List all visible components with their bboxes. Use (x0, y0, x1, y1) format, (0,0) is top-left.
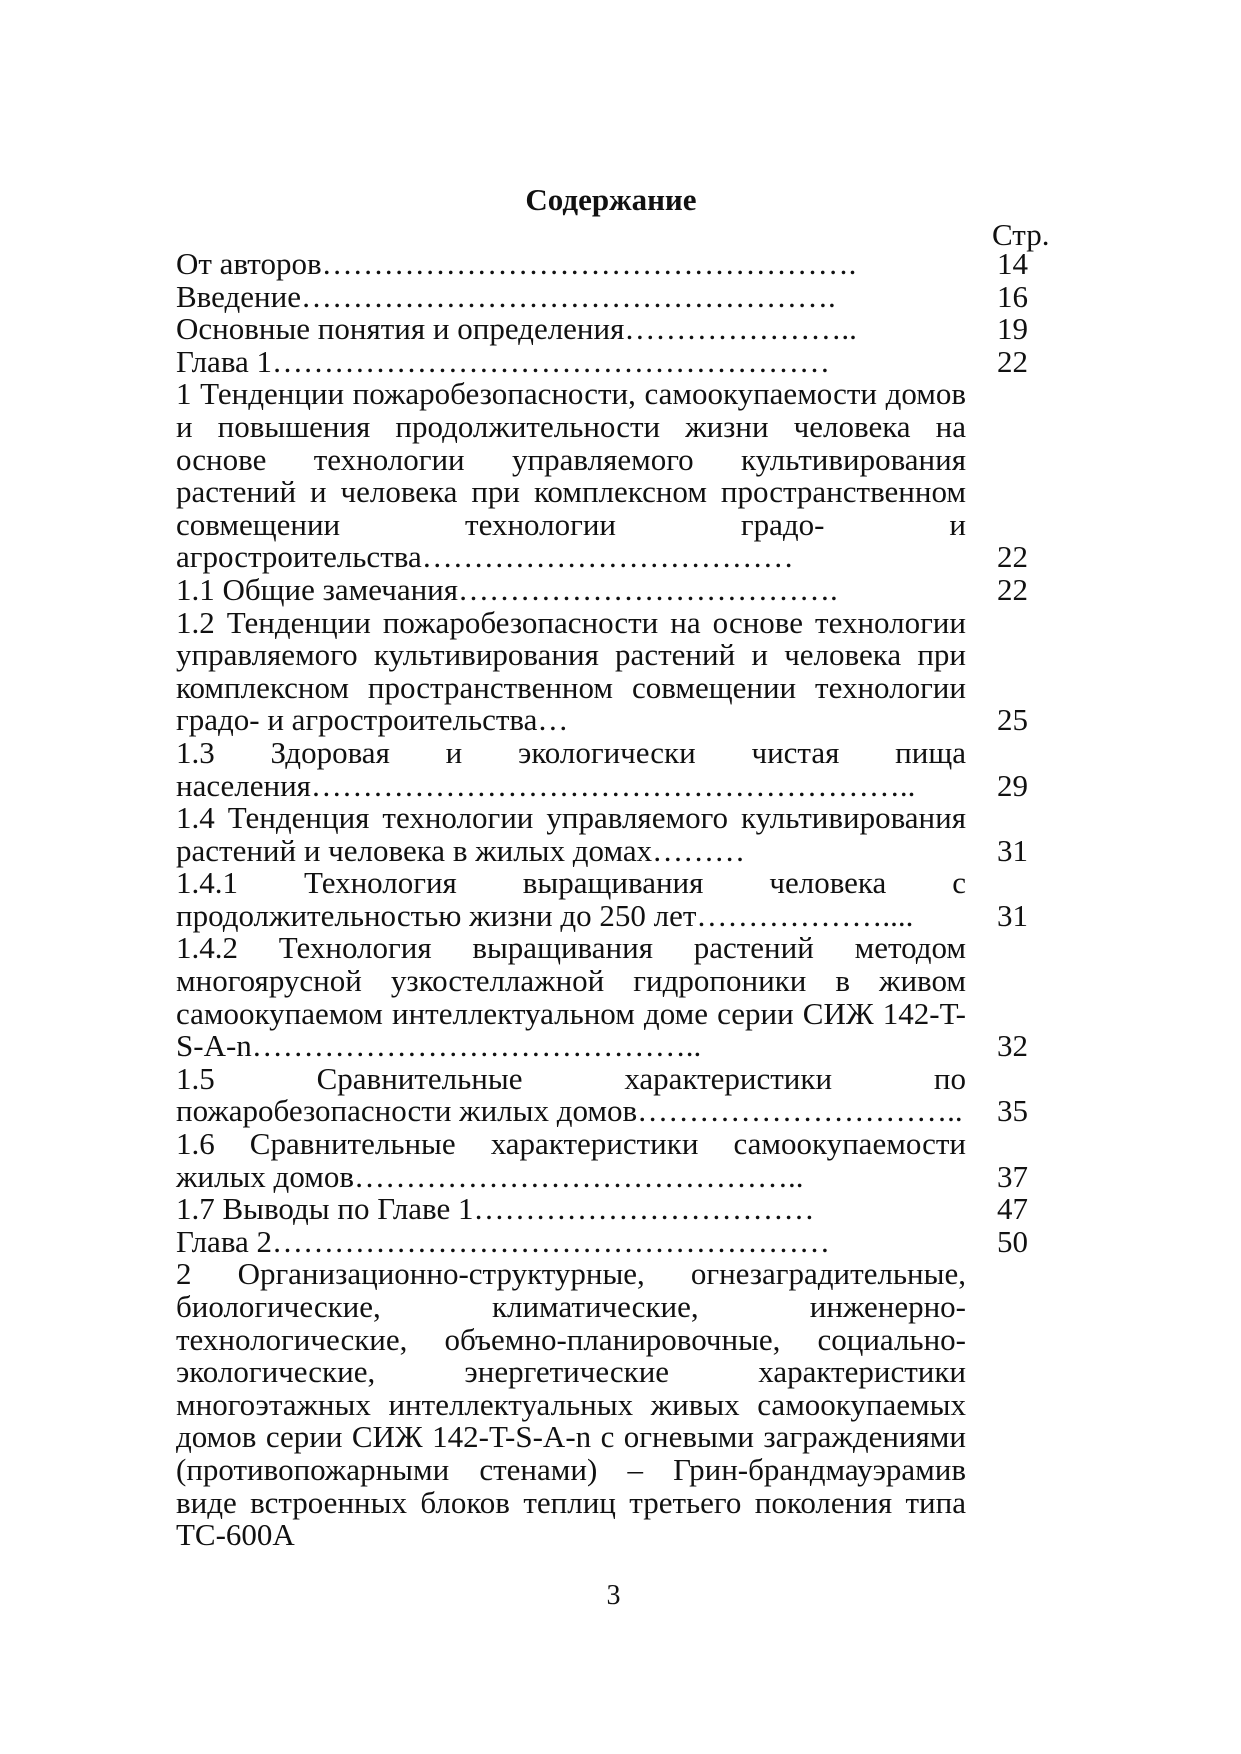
toc-entry-page: 19 (997, 311, 1028, 347)
toc-entry (176, 1258, 1046, 1551)
toc-entry-title: 1.3 Здоровая и экологически чистая пища населения………………………………………………….. (176, 734, 966, 803)
toc-entry-title: 1.2 Тенденции пожаробезопасности на основе технологии управляемого культивирования растений и человека при комплексном пространственном совмещении технологии градо- и агростроительства… (176, 604, 966, 738)
toc-entry (176, 313, 1046, 346)
toc-entry (176, 734, 1046, 803)
page-number: 3 (606, 1580, 621, 1611)
toc-entry (176, 378, 1046, 574)
toc-entry-title: 1.7 Выводы по Главе 1…………………………… (176, 1191, 815, 1227)
toc-entry (176, 932, 1046, 1062)
toc-entry-page: 37 (997, 1158, 1028, 1194)
page-column-label: Стр. (992, 217, 1050, 252)
toc-entry-title: 1.6 Сравнительные характеристики самоокупаемости жилых домов…………………………………….. (176, 1126, 966, 1194)
toc-entry-page: 32 (997, 1028, 1028, 1064)
toc-entry-title: 1 Тенденции пожаробезопасности, самоокупаемости домов и повышения продолжительности жизни человека на основе технологии управляемого культивирования растений и человека при комплексном пространственном совмещении технологии градо- и агростроительства……………………………… (176, 376, 966, 575)
toc-entry-page: 25 (997, 702, 1028, 738)
toc-entry-title: 1.1 Общие замечания………………………………. (176, 571, 838, 607)
toc-entry (176, 278, 1046, 314)
toc-entry-title: Глава 1……………………………………………… (176, 343, 831, 379)
toc-entry-title: Введение……………………………………………. (176, 278, 836, 314)
table-of-contents (176, 248, 1046, 1552)
toc-entry-title: 1.4 Тенденция технологии управляемого культивирования растений и человека в жилых домах……… (176, 800, 966, 868)
toc-entry (176, 571, 1046, 607)
toc-entry-page: 16 (997, 278, 1028, 314)
toc-entry (176, 1060, 1046, 1129)
toc-entry-title: От авторов……………………………………………. (176, 246, 857, 281)
toc-entry (176, 802, 1046, 867)
toc-entry-page: 50 (997, 1223, 1028, 1259)
toc-entry-page: 22 (997, 539, 1028, 575)
toc-entry-title: Основные понятия и определения………………….. (176, 311, 857, 347)
toc-entry (176, 1223, 1046, 1259)
toc-entry (176, 343, 1046, 379)
toc-entry-title: Глава 2……………………………………………… (176, 1223, 831, 1259)
toc-entry-page: 14 (997, 246, 1028, 281)
toc-entry-title: 1.4.2 Технология выращивания растений методом многоярусной узкостеллажной гидропоники в живом самоокупаемом интеллектуальном доме серии СИЖ 142-T-S-A-n…………………………………….. (176, 930, 966, 1064)
toc-entry (176, 248, 1046, 281)
toc-entry-page: 29 (997, 767, 1028, 803)
toc-entry-title: 2 Организационно-структурные, огнезаградительные, биологические, климатические, инженерно-технологические, объемно-планировочные, социально-экологические, энергетические характеристики многоэтажных интеллектуальных живых самоокупаемых домов серии СИЖ 142-T-S-A-n с огневыми заграждениями (противопожарными стенами) – Грин-брандмауэрамив виде встроенных блоков теплиц третьего поколения типа ТС-600А (176, 1256, 966, 1553)
toc-entry-page: 22 (997, 343, 1028, 379)
toc-entry (176, 604, 1046, 738)
toc-entry (176, 1128, 1046, 1193)
toc-entry-title: 1.4.1 Технология выращивания человека с продолжительностью жизни до 250 лет……………….... (176, 865, 966, 933)
toc-entry-page: 31 (997, 832, 1028, 868)
toc-entry (176, 867, 1046, 932)
toc-entry-page: 35 (997, 1093, 1028, 1129)
toc-entry (176, 1193, 1046, 1226)
page-title: Содержание (525, 182, 697, 217)
toc-entry-page: 22 (997, 571, 1028, 607)
toc-entry-page: 47 (997, 1191, 1028, 1227)
toc-entry-title: 1.5 Сравнительные характеристики по пожаробезопасности жилых домов………………………….. (176, 1060, 966, 1129)
toc-entry-page: 31 (997, 897, 1028, 933)
